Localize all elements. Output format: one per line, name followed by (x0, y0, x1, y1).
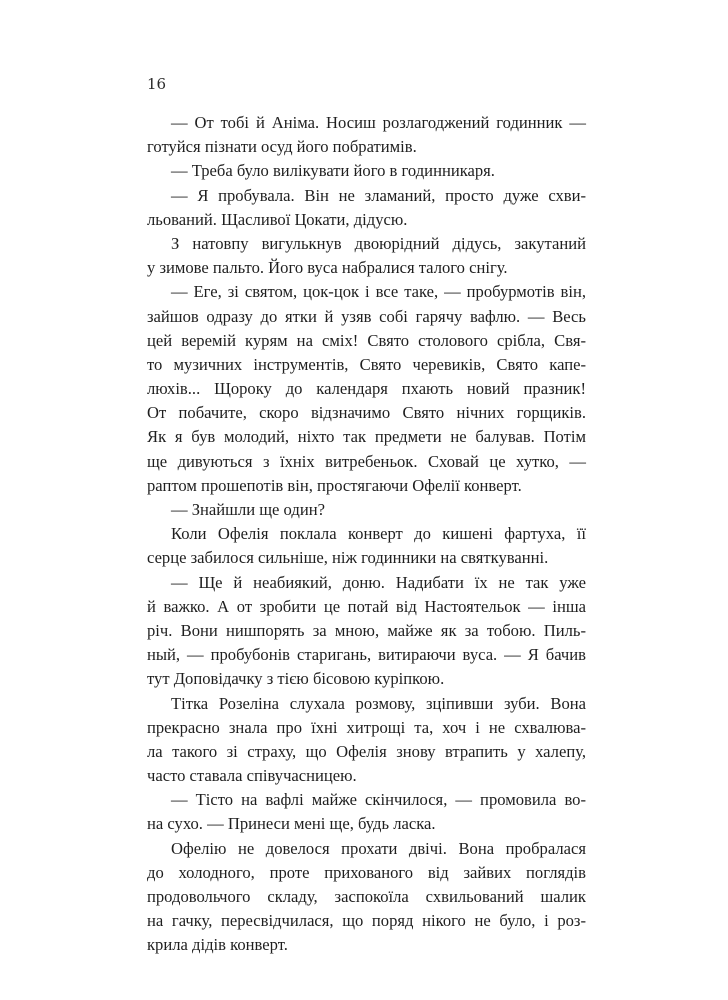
text-line: річ. Вони нишпорять за мною, майже як за тобою. Пиль- (147, 620, 586, 640)
text-line: — Ще й неабиякий, доню. Надибати їх не так уже (171, 572, 586, 592)
text-line: часто ставала співучасницею. (147, 766, 357, 786)
text-line: — Еге, зі святом, цок-цок і все таке, — пробурмотів він, (171, 282, 586, 302)
text-line: От побачите, скоро відзначимо Свято нічних горщиків. (147, 403, 586, 423)
text-line: продовольчого складу, заспокоїла схвильований шалик (147, 887, 586, 906)
text-line: на гачку, пересвідчилася, що поряд нікого не було, і роз- (147, 911, 586, 931)
text-line: на сухо. — Принеси мені ще, будь ласка. (147, 814, 436, 834)
text-line: ла такого зі страху, що Офелія знову втрапить у халепу, (147, 741, 586, 761)
text-line: ще дивуються з їхніх витребеньок. Сховай це хутко, — (147, 451, 586, 471)
text-line: крила дідів конверт. (147, 935, 288, 955)
text-line: Як я був молодий, ніхто так предмети не балував. Потім (147, 427, 586, 447)
text-line: раптом прошепотів він, простягаючи Офелії конверт. (147, 475, 522, 495)
text-line: тут Доповідачку з тією бісовою куріпкою. (147, 669, 445, 689)
text-line: Коли Офелія поклала конверт до кишені фартуха, її (171, 524, 586, 544)
text-line: люхів... Щороку до календаря пхають новий празник! (147, 379, 586, 399)
text-line: до холодного, проте прихованого від зайвих поглядів (147, 862, 586, 882)
text-line: серце забилося сильніше, ніж годинники на святкуванні. (147, 548, 549, 568)
text-line: то музичних інструментів, Свято черевиків, Свято капе- (147, 354, 586, 374)
text-line: — Я пробувала. Він не зламаний, просто дуже схви- (171, 185, 586, 205)
text-line: — От тобі й Аніма. Носиш розлагоджений годинник — (171, 113, 586, 132)
body-text (147, 111, 586, 958)
text-line: прекрасно знала про їхні хитрощі та, хоч і не схвалюва- (147, 717, 586, 737)
text-line: З натовпу вигулькнув двоюрідний дідусь, закутаний (171, 233, 586, 253)
page-number: 16 (147, 75, 167, 93)
text-line: у зимове пальто. Його вуса набралися талого снігу. (147, 258, 508, 278)
text-line: готуйся пізнати осуд його побратимів. (147, 137, 417, 157)
text-line: льований. Щасливої Цокати, дідусю. (147, 209, 408, 229)
text-line: цей веремій курям на сміх! Свято столового срібла, Свя- (147, 330, 586, 350)
text-line: — Знайшли ще один? (171, 500, 325, 519)
text-line: — Тісто на вафлі майже скінчилося, — промовила во- (171, 790, 586, 810)
text-line: й важко. А от зробити це потай від Настоятельок — інша (147, 596, 586, 616)
text-line: — Треба було вилікувати його в годинникаря. (171, 161, 495, 181)
text-line: Тітка Розеліна слухала розмову, зціпивши зуби. Вона (171, 693, 586, 713)
text-line: ный, — пробубонів старигань, витираючи вуса. — Я бачив (147, 645, 586, 665)
text-line: Офелію не довелося прохати двічі. Вона пробралася (171, 838, 586, 858)
text-line: зайшов одразу до ятки й узяв собі гарячу вафлю. — Весь (147, 306, 586, 326)
